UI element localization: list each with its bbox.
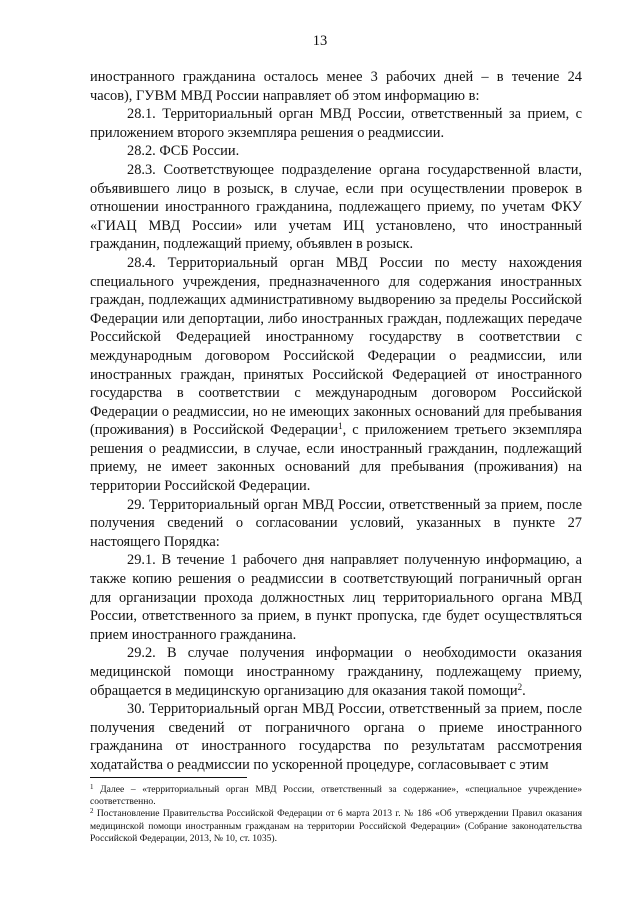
paragraph-29: 29. Территориальный орган МВД России, ответственный за прием, после получения сведений о согласовании условий, указанных в пункте 27 настоящего Порядка:: [90, 496, 582, 550]
footnote-divider: [90, 777, 247, 778]
paragraph-28-4-text-b: , с приложением третьего экземпляра решения о реадмиссии, в случае, если иностранный гражданин, подлежащий приему, не имеет законных оснований для пребывания (проживания) на территории Российской Федерации.: [90, 422, 582, 495]
footnote-marker-1: 1: [90, 783, 94, 791]
paragraph-28-4: [90, 254, 582, 496]
footnotes: [90, 784, 582, 845]
paragraph-29-1: 29.1. В течение 1 рабочего дня направляет полученную информацию, а также копию решения о реадмиссии в соответствующий пограничный орган для организации прохода должностных лиц территориального органа МВД России, ответственного за прием, в пункт пропуска, где будет осуществляться прием иностранного гражданина.: [90, 552, 582, 643]
footnote-ref-1: 1: [338, 421, 343, 432]
page-number: 13: [312, 33, 328, 49]
paragraph-28-4-text-a: 28.4. Территориальный орган МВД России по месту нахождения специального учреждения, предназначенного для содержания иностранных граждан, подлежащих административному выдворению за пределы Российской Федерации или депортации, либо иностранных граждан, подлежащих передаче Российской Федерацией иностранному государству в соответствии с международным договором Российской Федерации о реадмиссии, или иностранных граждан, принятых Российской Федерацией от иностранного государства в соответствии с международным договором Российской Федерации о реадмиссии, но не имеющих законных оснований для пребывания (проживания) в Российской Федерации: [90, 254, 582, 439]
paragraph-28-2: 28.2. ФСБ России.: [127, 143, 240, 160]
footnote-2-text: Постановление Правительства Российской Федерации от 6 марта 2013 г. № 186 «Об утверждении Правил оказания медицинской помощи иностранным гражданам на территории Российской Федерации» (Собрание законодательства Российской Федерации, 2013, № 10, ст. 1035).: [90, 808, 582, 844]
footnote-1-text: Далее – «территориальный орган МВД России, ответственный за содержание», «специальное учреждение» соответственно.: [90, 784, 582, 808]
document-body: [90, 68, 582, 775]
footnote-2: [90, 808, 582, 845]
footnote-marker-2: 2: [90, 807, 94, 816]
paragraph-28-1: 28.1. Территориальный орган МВД России, ответственный за прием, с приложением второго экземпляра решения о реадмиссии.: [90, 106, 582, 141]
paragraph-28-3: 28.3. Соответствующее подразделение органа государственной власти, объявившего лицо в розыск, в случае, если при осуществлении проверок в отношении иностранного гражданина, подлежащего приему, по учетам ФКУ «ГИАЦ МВД России» или учетам ИЦ установлено, что иностранный гражданин, подлежащий приему, объявлен в розыск.: [90, 161, 582, 253]
paragraph-continuation: иностранного гражданина осталось менее 3 рабочих дней – в течение 24 часов), ГУВМ МВД России направляет об этом информацию в:: [90, 69, 582, 104]
footnote-ref-2: 2: [517, 681, 523, 692]
paragraph-29-2-text-a: 29.2. В случае получения информации о необходимости оказания медицинской помощи иностранному гражданину, подлежащему приему, обращается в медицинскую организацию для оказания такой помощи: [90, 645, 582, 699]
footnote-1: [90, 784, 582, 808]
paragraph-30: 30. Территориальный орган МВД России, ответственный за прием, после получения сведений от пограничного органа о приеме иностранного гражданина от иностранного государства по результатам рассмотрения ходатайства о реадмиссии по ускоренной процедуре, согласовывает с этим: [90, 701, 582, 773]
paragraph-29-2: [90, 644, 582, 700]
paragraph-29-2-text-b: .: [522, 682, 526, 699]
